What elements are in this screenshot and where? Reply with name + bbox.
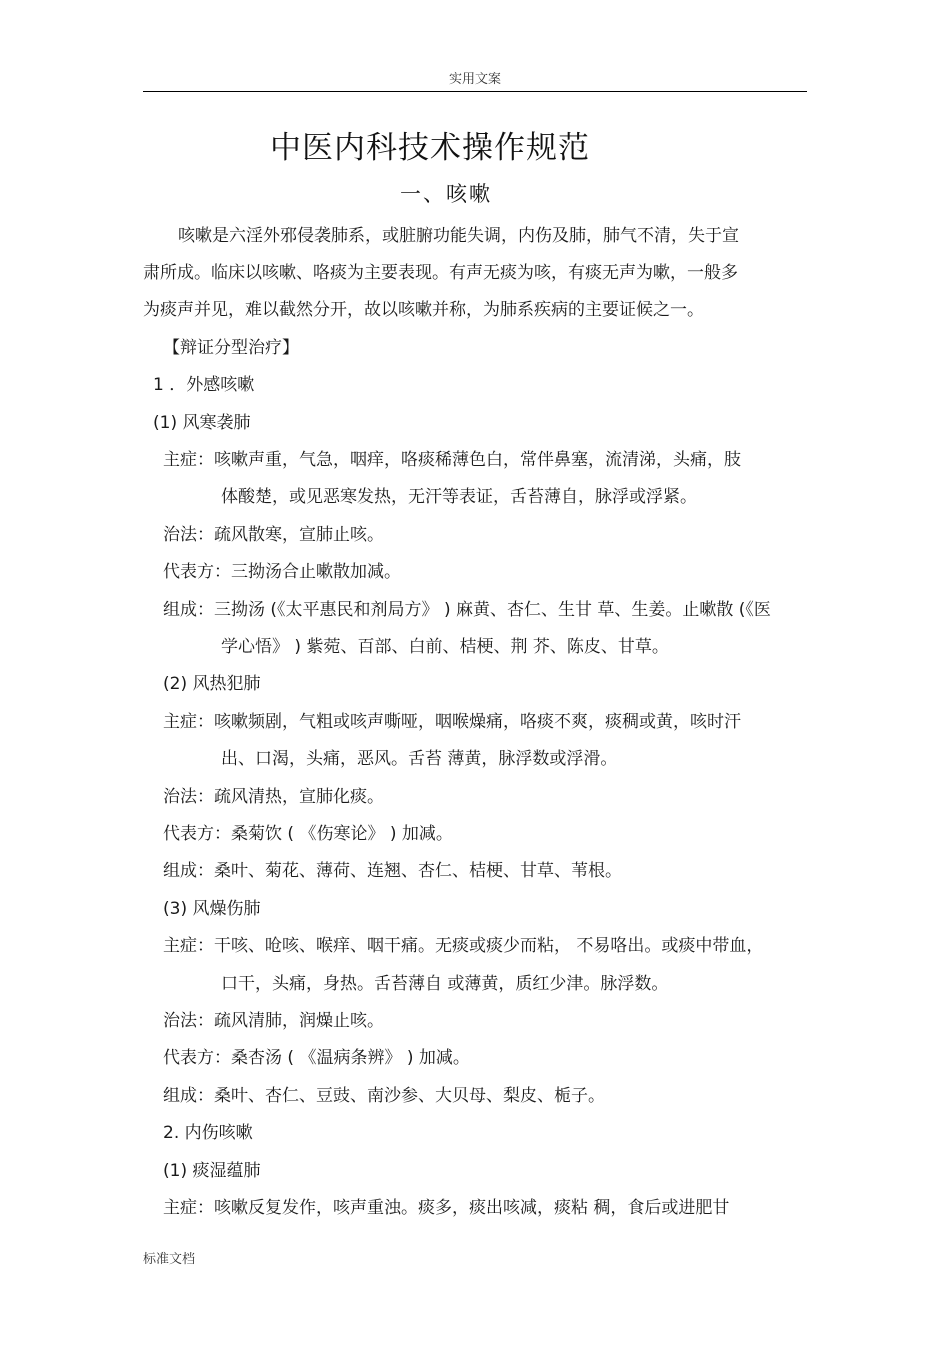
content-line: 出、口渴，头痛，恶风。舌苔 薄黄，脉浮数或浮滑。 [221,749,618,769]
content-line: 代表方：桑杏汤 ( 《温病条辨》 ) 加减。 [163,1048,470,1068]
content-line: 组成：桑叶、菊花、薄荷、连翘、杏仁、桔梗、甘草、苇根。 [163,861,622,881]
content-line: 口干，头痛，身热。舌苔薄自 或薄黄，质红少津。脉浮数。 [221,974,669,994]
subsection-heading: (2) 风热犯肺 [163,674,261,694]
content-line: 代表方：桑菊饮 ( 《伤寒论》 ) 加减。 [163,824,453,844]
content-line: 治法：疏风清肺，润燥止咳。 [163,1011,384,1031]
subsection-heading: (3) 风燥伤肺 [163,899,261,919]
subsection-heading: (1) 痰湿蕴肺 [163,1161,261,1181]
content-line: 学心悟》 ) 紫菀、百部、白前、桔梗、荆 芥、陈皮、甘草。 [221,637,669,657]
content-line: 代表方：三拗汤合止嗽散加减。 [163,562,401,582]
document-title: 中医内科技术操作规范 [270,130,590,166]
section-title: 一、咳嗽 [400,182,492,206]
page-footer: 标准文档 [143,1252,196,1267]
content-line: 治法：疏风清热，宣肺化痰。 [163,787,384,807]
content-line: 主症：咳嗽反复发作，咳声重浊。痰多，痰出咳减，痰粘 稠，食后或进肥甘 [163,1198,730,1218]
paragraph-line: 咳嗽是六淫外邪侵袭肺系，或脏腑功能失调，内伤及肺，肺气不清，失于宣 [178,226,739,246]
content-line: 主症：咳嗽频剧，气粗或咳声嘶哑，咽喉燥痛，咯痰不爽，痰稠或黄，咳时汗 [163,712,741,732]
subsection-heading: (1) 风寒袭肺 [153,413,251,433]
content-line: 组成：桑叶、杏仁、豆豉、南沙参、大贝母、梨皮、栀子。 [163,1086,605,1106]
content-line: 体酸楚，或见恶寒发热，无汗等表证，舌苔薄自，脉浮或浮紧。 [221,487,697,507]
content-line: 治法：疏风散寒，宣肺止咳。 [163,525,384,545]
subsection-heading: 2. 内伤咳嗽 [163,1123,253,1143]
content-line: 组成：三拗汤 (《太平惠民和剂局方》 ) 麻黄、杏仁、生甘 草、生姜。止嗽散 (《医 [163,600,771,620]
paragraph-line: 为痰声并见，难以截然分开，故以咳嗽并称，为肺系疾病的主要证候之一。 [143,300,704,320]
content-line: 主症：咳嗽声重，气急，咽痒，咯痰稀薄色白，常伴鼻塞，流清涕，头痛，肢 [163,450,741,470]
section-heading: 【辩证分型治疗】 [163,338,299,358]
paragraph-line: 肃所成。临床以咳嗽、咯痰为主要表现。有声无痰为咳，有痰无声为嗽，一般多 [143,263,738,283]
page-header: 实用文案 [448,72,501,87]
content-line: 主症：干咳、呛咳、喉痒、咽干痛。无痰或痰少而粘， 不易咯出。或痰中带血， [163,936,764,956]
header-divider [143,91,807,92]
subsection-heading: 1 ．外感咳嗽 [153,375,255,395]
